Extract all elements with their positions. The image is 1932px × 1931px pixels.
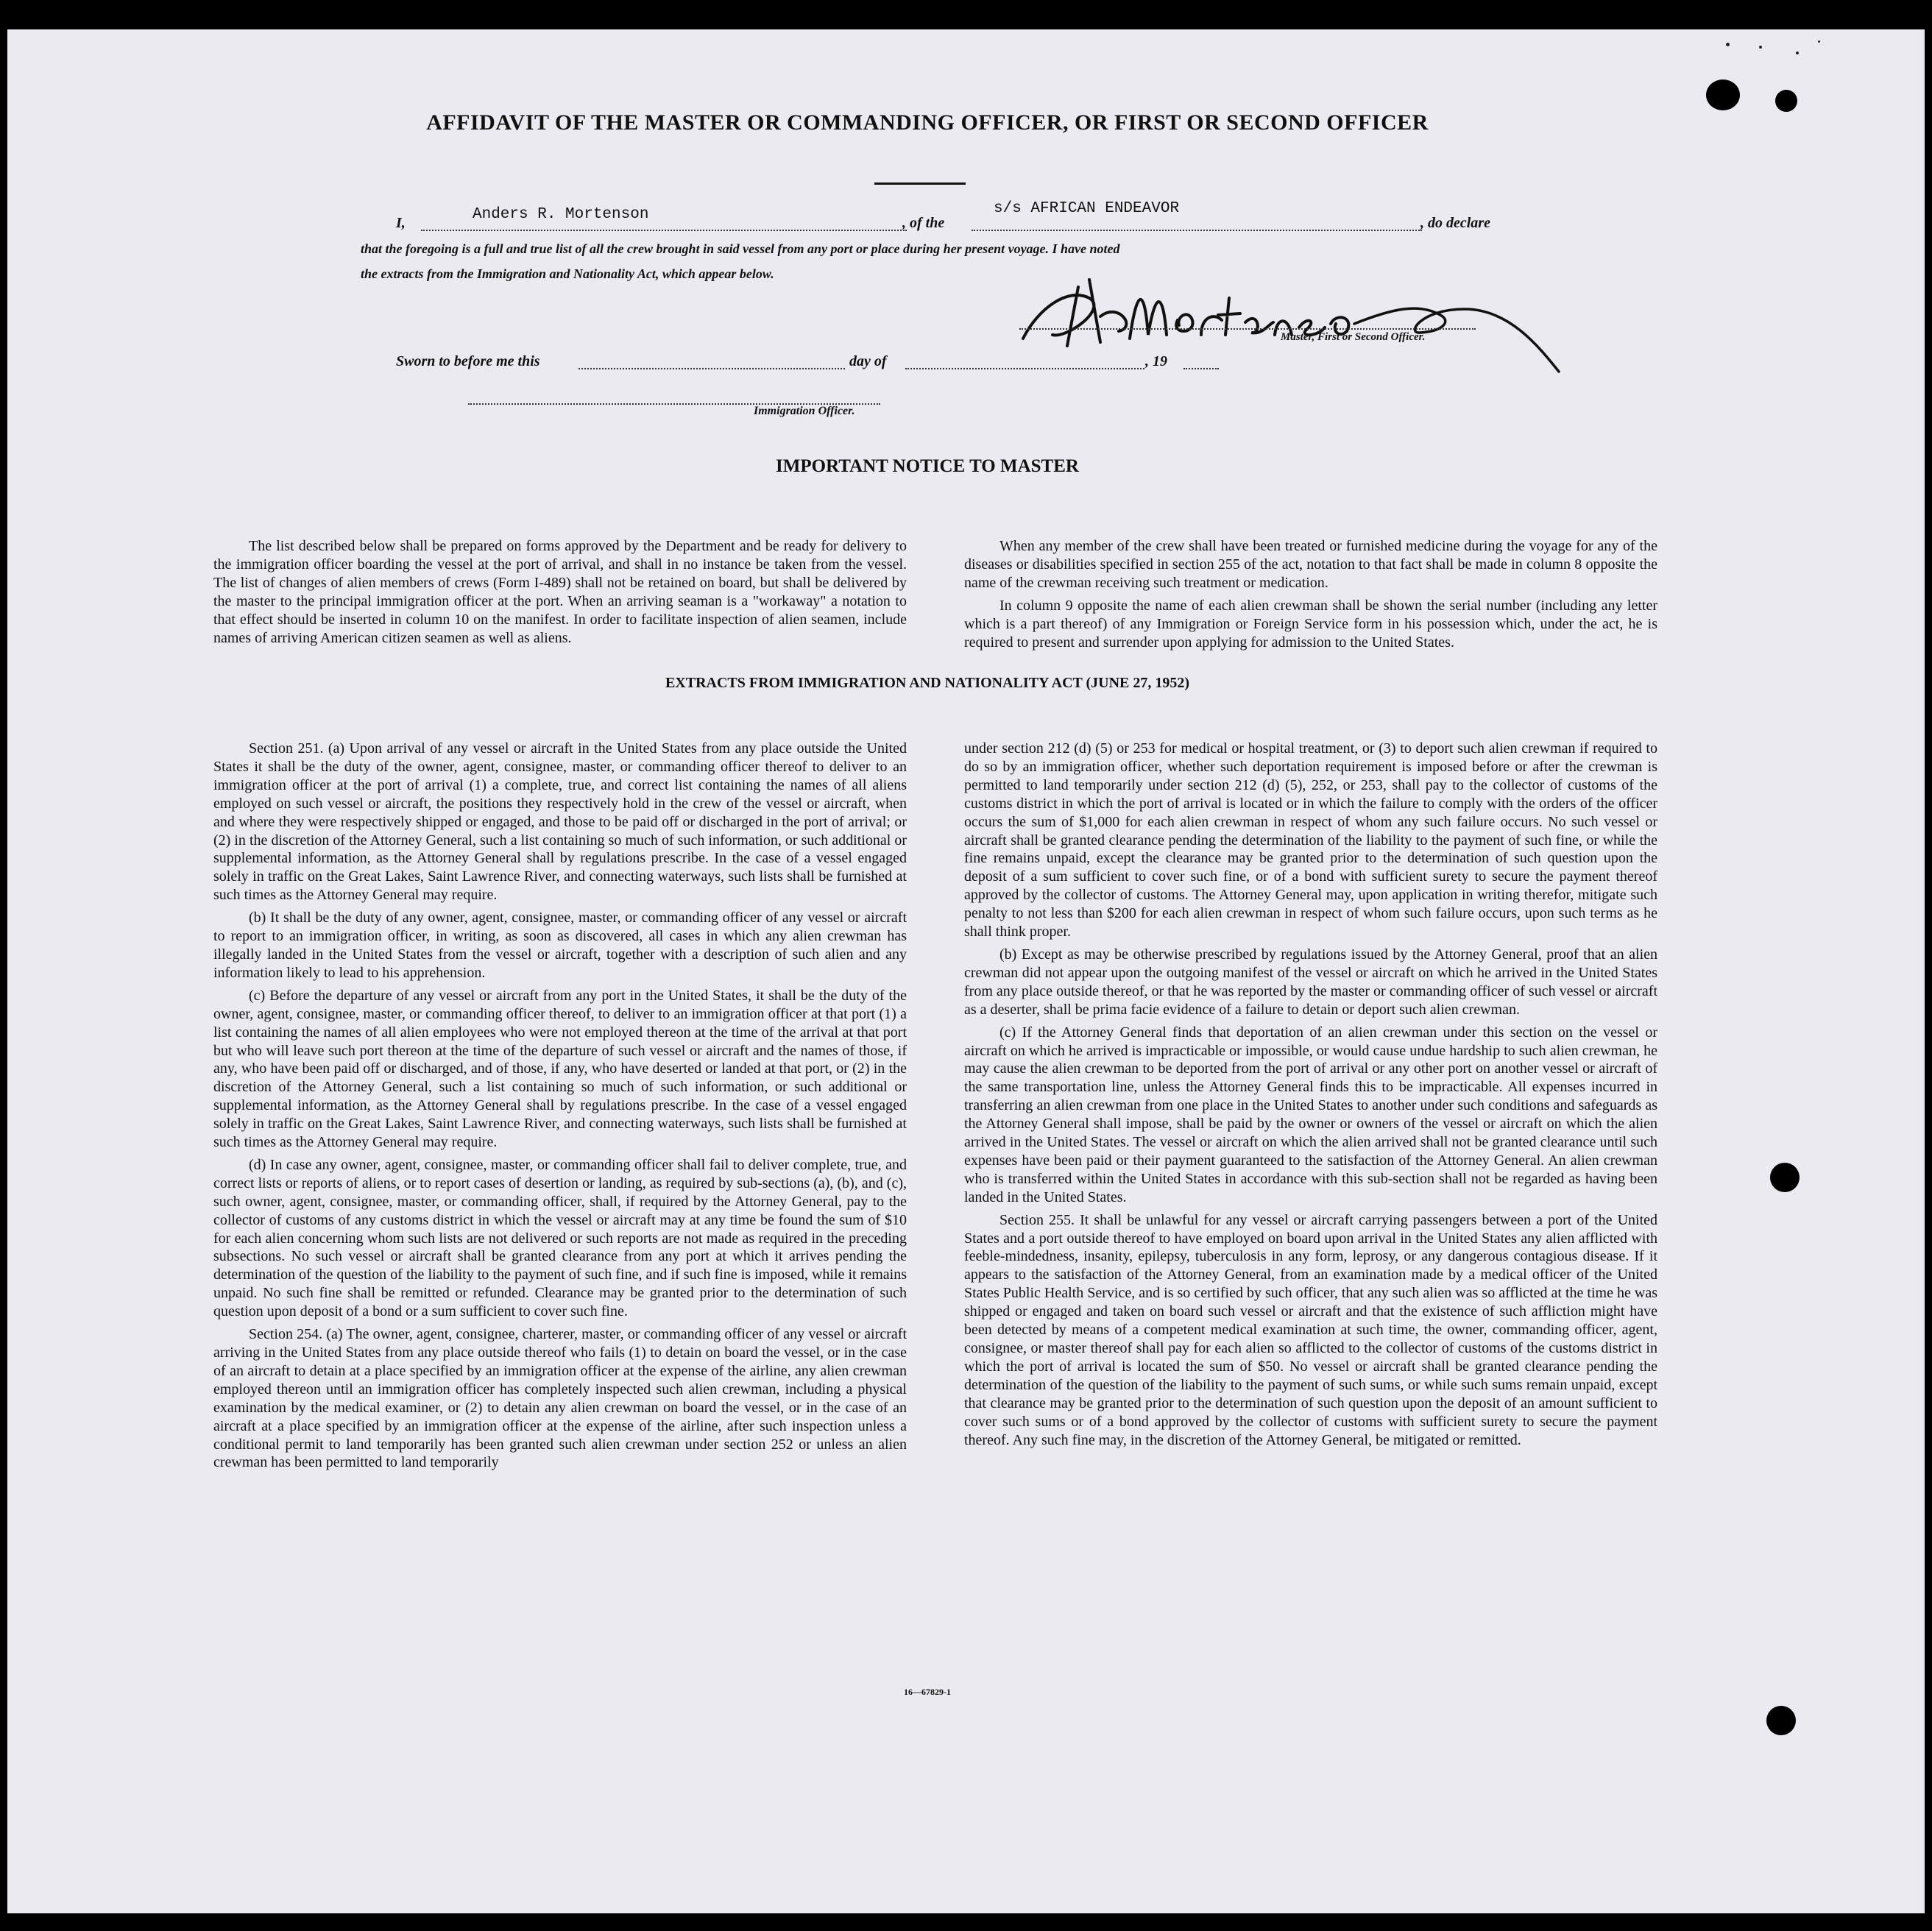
signature-caption: Master, First or Second Officer.	[1281, 331, 1426, 343]
vessel-name-field[interactable]: s/s AFRICAN ENDEAVOR	[994, 200, 1180, 217]
day-of-label: day of	[849, 353, 887, 369]
speck	[1726, 43, 1730, 46]
form-code: 16—67829-1	[904, 1687, 951, 1697]
signature	[1008, 258, 1612, 383]
extracts-right-column	[964, 740, 1657, 1449]
extracts-left-column	[213, 740, 907, 1472]
punch-hole-top	[1706, 79, 1740, 110]
section-254-a: Section 254. (a) The owner, agent, consignee, charterer, master, or commanding officer of any vessel or aircraft arriving in the United States from any place outside thereof who fails (1) to detain on board the vessel, or in the case of an aircraft to detain at a place specified by an immigration officer at the expense of the airline, any alien crewman employed thereon until an immigration officer has completely inspected such alien crewman, including a physical examination by the medical examiner, or (2) to detain any alien crewman on board the vessel, or in the case of an aircraft at a place specified by an immigration officer at the expense of the airline, after such inspection unless a conditional permit to land temporarily has been granted such alien crewman under section 252 or unless an alien crewman has been permitted to land temporarily	[213, 1326, 907, 1471]
section-251-d: (d) In case any owner, agent, consignee, master, or commanding officer shall fail to deliver complete, true, and correct lists or reports of aliens, or to report cases of desertion or landing, as required by sub-sections (a), (b), and (c), such owner, agent, consignee, master, or commanding officer, shall, if required by the Attorney General, pay to the collector of customs of any customs district in which the vessel or aircraft may at any time be found the sum of $10 for each alien concerning whom such lists are not delivered or such reports are not made as required in the preceding subsections. No such vessel or aircraft shall be granted clearance from any port at which it arrives pending the determination of the question of the liability to the payment of such fine, and if such fine is imposed, while it remains unpaid. No such fine shall be remitted or refunded. Clearance may be granted prior to the determination of such question upon deposit of a bond or a sum sufficient to cover such fine.	[213, 1156, 907, 1320]
sworn-month-line	[905, 368, 1144, 369]
notice-left-column	[213, 537, 907, 647]
speck	[1818, 40, 1820, 43]
section-251-c: (c) Before the departure of any vessel or aircraft from any port in the United States, it shall be the duty of the owner, agent, consignee, master, or commanding officer thereof, to deliver to an immigration officer at that port (1) a list containing the names of all alien employees who were not employed thereon at the time of the arrival at that port but who will leave such port thereon at the time of the departure of such vessel or aircraft and the names of those, if any, who have been paid off or discharged, and of those, if any, who have deserted or landed at that port, or (2) in the discretion of the Attorney General, such a list containing so much of such information, or such additional or supplemental information, as the Attorney General shall by regulations prescribe. In the case of a vessel engaged solely in traffic on the Great Lakes, Saint Lawrence River, and connecting waterways, such lists shall be furnished at such times as the Attorney General may require.	[213, 987, 907, 1151]
notice-right-paragraph-2: In column 9 opposite the name of each alien crewman shall be shown the serial number (including any letter which is a part thereof) of any Immigration or Foreign Service form in his possession which, under the act, he is required to present and surrender upon applying for admission to the United States.	[964, 597, 1657, 651]
notice-right-column	[964, 537, 1657, 651]
notice-title: IMPORTANT NOTICE TO MASTER	[776, 456, 1079, 476]
title-rule	[874, 183, 966, 185]
i-label: I,	[396, 215, 406, 231]
punch-hole-bottom	[1766, 1706, 1796, 1735]
vessel-name-line	[972, 230, 1422, 231]
section-255: Section 255. It shall be unlawful for any vessel or aircraft carrying passengers between a port of the United States and a port outside thereof to have employed on board upon arrival in the United States any alien afflicted with feeble-mindedness, insanity, epilepsy, tuberculosis in any form, leprosy, or any dangerous contagious disease. If it appears to the satisfaction of the Attorney General, from an examination made by a medical officer of the United States Public Health Service, and is so certified by such officer, that any such alien was so afflicted at the time he was shipped or engaged and taken on board such vessel or aircraft and that the existence of such affliction might have been detected by means of a competent medical examination at such time, the owner, commanding officer, agent, consignee, or master thereof shall pay for each alien so afflicted to the collector of customs of the customs district in which the port of arrival is located the sum of $50. No vessel or aircraft shall be granted clearance pending the determination of the question of the liability to the payment of such sums, or while such sums remain unpaid, except that clearance may be granted prior to the determination of such question upon the deposit of an amount sufficient to cover such sums or of a bond approved by the collector of customs with sufficient surety to secure the payment thereof. Any such fine may, in the discretion of the Attorney General, be mitigated or remitted.	[964, 1211, 1657, 1448]
sworn-year-line	[1183, 368, 1219, 369]
sworn-day-line	[578, 368, 845, 369]
punch-hole-top-small	[1775, 90, 1797, 112]
of-the-label: , of the	[902, 215, 945, 231]
declaration-line-2: the extracts from the Immigration and Nationality Act, which appear below.	[361, 266, 774, 281]
year-label: , 19	[1145, 353, 1167, 369]
sworn-label: Sworn to before me this	[396, 353, 540, 369]
signature-line	[1019, 328, 1476, 330]
immigration-officer-label: Immigration Officer.	[754, 405, 855, 417]
master-name-line	[421, 230, 907, 231]
section-254-b: (b) Except as may be otherwise prescribed by regulations issued by the Attorney General, proof that an alien crewman did not appear upon the outgoing manifest of the vessel or aircraft on which he arrived in the United States from any place outside thereof, or that he was reported by the master or commanding officer of such vessel or aircraft as a deserter, shall be prima facie evidence of a failure to detain or deport such alien crewman.	[964, 946, 1657, 1018]
declaration-line-1: that the foregoing is a full and true list of all the crew brought in said vessel from any port or place during her present voyage. I have noted	[361, 241, 1120, 256]
section-254-a-continued: under section 212 (d) (5) or 253 for medical or hospital treatment, or (3) to deport such alien crewman if required to do so by an immigration officer, whether such deportation requirement is imposed before or after the crewman is permitted to land temporarily under section 212 (d) (5), 252, or 253, shall pay to the collector of customs of the customs district in which the port of arrival is located or in which the failure to comply with the orders of the officer occurs the sum of $1,000 for each alien crewman in respect of whom any such failure occurs. No such vessel or aircraft shall be granted clearance pending the determination of the liability to the payment of such fine, or while the fine remains unpaid, except the clearance may be granted prior to the determination of such question upon the deposit of a sum sufficient to cover such fine, or of a bond with sufficient surety to secure the payment thereof approved by the collector of customs. The Attorney General may, upon application in writing therefor, mitigate such penalty to not less than $200 for each alien crewman in respect of whom such failure occurs, upon such terms as he shall think proper.	[964, 740, 1657, 940]
section-254-c: (c) If the Attorney General finds that deportation of an alien crewman under this section on the vessel or aircraft on which he arrived is impracticable or impossible, or would cause undue hardship to such alien crewman, he may cause the alien crewman to be deported from the port of arrival or any other port on another vessel or aircraft of the same transportation line, unless the Attorney General finds this to be impracticable. All expenses incurred in transferring an alien crewman from one place in the United States to another under such conditions and safeguards as the Attorney General shall impose, shall be paid by the owner or owners of the vessel or aircraft on which the alien arrived in the United States. The vessel or aircraft on which the alien arrived shall not be granted clearance until such expenses have been paid or their payment guaranteed to the satisfaction of the Attorney General. An alien crewman who is transferred within the United States in accordance with this sub-section shall not be regarded as having been landed in the United States.	[964, 1024, 1657, 1205]
speck	[1796, 52, 1799, 54]
extracts-title: EXTRACTS FROM IMMIGRATION AND NATIONALITY ACT (JUNE 27, 1952)	[665, 675, 1190, 691]
master-name-field[interactable]: Anders R. Mortenson	[473, 206, 649, 223]
speck	[1759, 46, 1762, 49]
section-251-a: Section 251. (a) Upon arrival of any vessel or aircraft in the United States from any place outside the United States it shall be the duty of the owner, agent, consignee, master, or commanding officer thereof to deliver to an immigration officer at the port of arrival (1) a complete, true, and correct list containing the names of all aliens employed on such vessel or aircraft, the positions they respectively hold in the crew of the vessel or aircraft, when and where they were respectively shipped or engaged, and those to be paid off or discharged in the port of arrival; or (2) in the discretion of the Attorney General, such a list containing so much of such information, or such additional or supplemental information, as the Attorney General shall by regulations prescribe. In the case of a vessel engaged solely in traffic on the Great Lakes, Saint Lawrence River, and connecting waterways, such lists shall be furnished at such times as the Attorney General may require.	[213, 740, 907, 904]
punch-hole-middle	[1770, 1163, 1800, 1192]
notice-left-paragraph: The list described below shall be prepared on forms approved by the Department and be ready for delivery to the immigration officer boarding the vessel at the port of arrival, and shall in no instance be taken from the vessel. The list of changes of alien members of crews (Form I-489) shall not be retained on board, but shall be delivered by the master to the principal immigration officer at the port. When an arriving seaman is a "workaway" a notation to that effect should be inserted in column 10 on the manifest. In order to facilitate inspection of alien seamen, include names of arriving American citizen seamen as well as aliens.	[213, 538, 907, 646]
notice-right-paragraph-1: When any member of the crew shall have been treated or furnished medicine during the voyage for any of the diseases or disabilities specified in section 255 of the act, notation to that fact shall be made in column 8 opposite the name of the crewman receiving such treatment or medication.	[964, 538, 1657, 591]
affidavit-title: AFFIDAVIT OF THE MASTER OR COMMANDING OFFICER, OR FIRST OR SECOND OFFICER	[426, 110, 1429, 135]
do-declare-label: , do declare	[1420, 215, 1490, 231]
section-251-b: (b) It shall be the duty of any owner, agent, consignee, master, or commanding officer of any vessel or aircraft to report to an immigration officer, in writing, as soon as discovered, all cases in which any alien crewman has illegally landed in the United States from the vessel or aircraft, together with a description of such alien and any information likely to lead to his apprehension.	[213, 910, 907, 981]
